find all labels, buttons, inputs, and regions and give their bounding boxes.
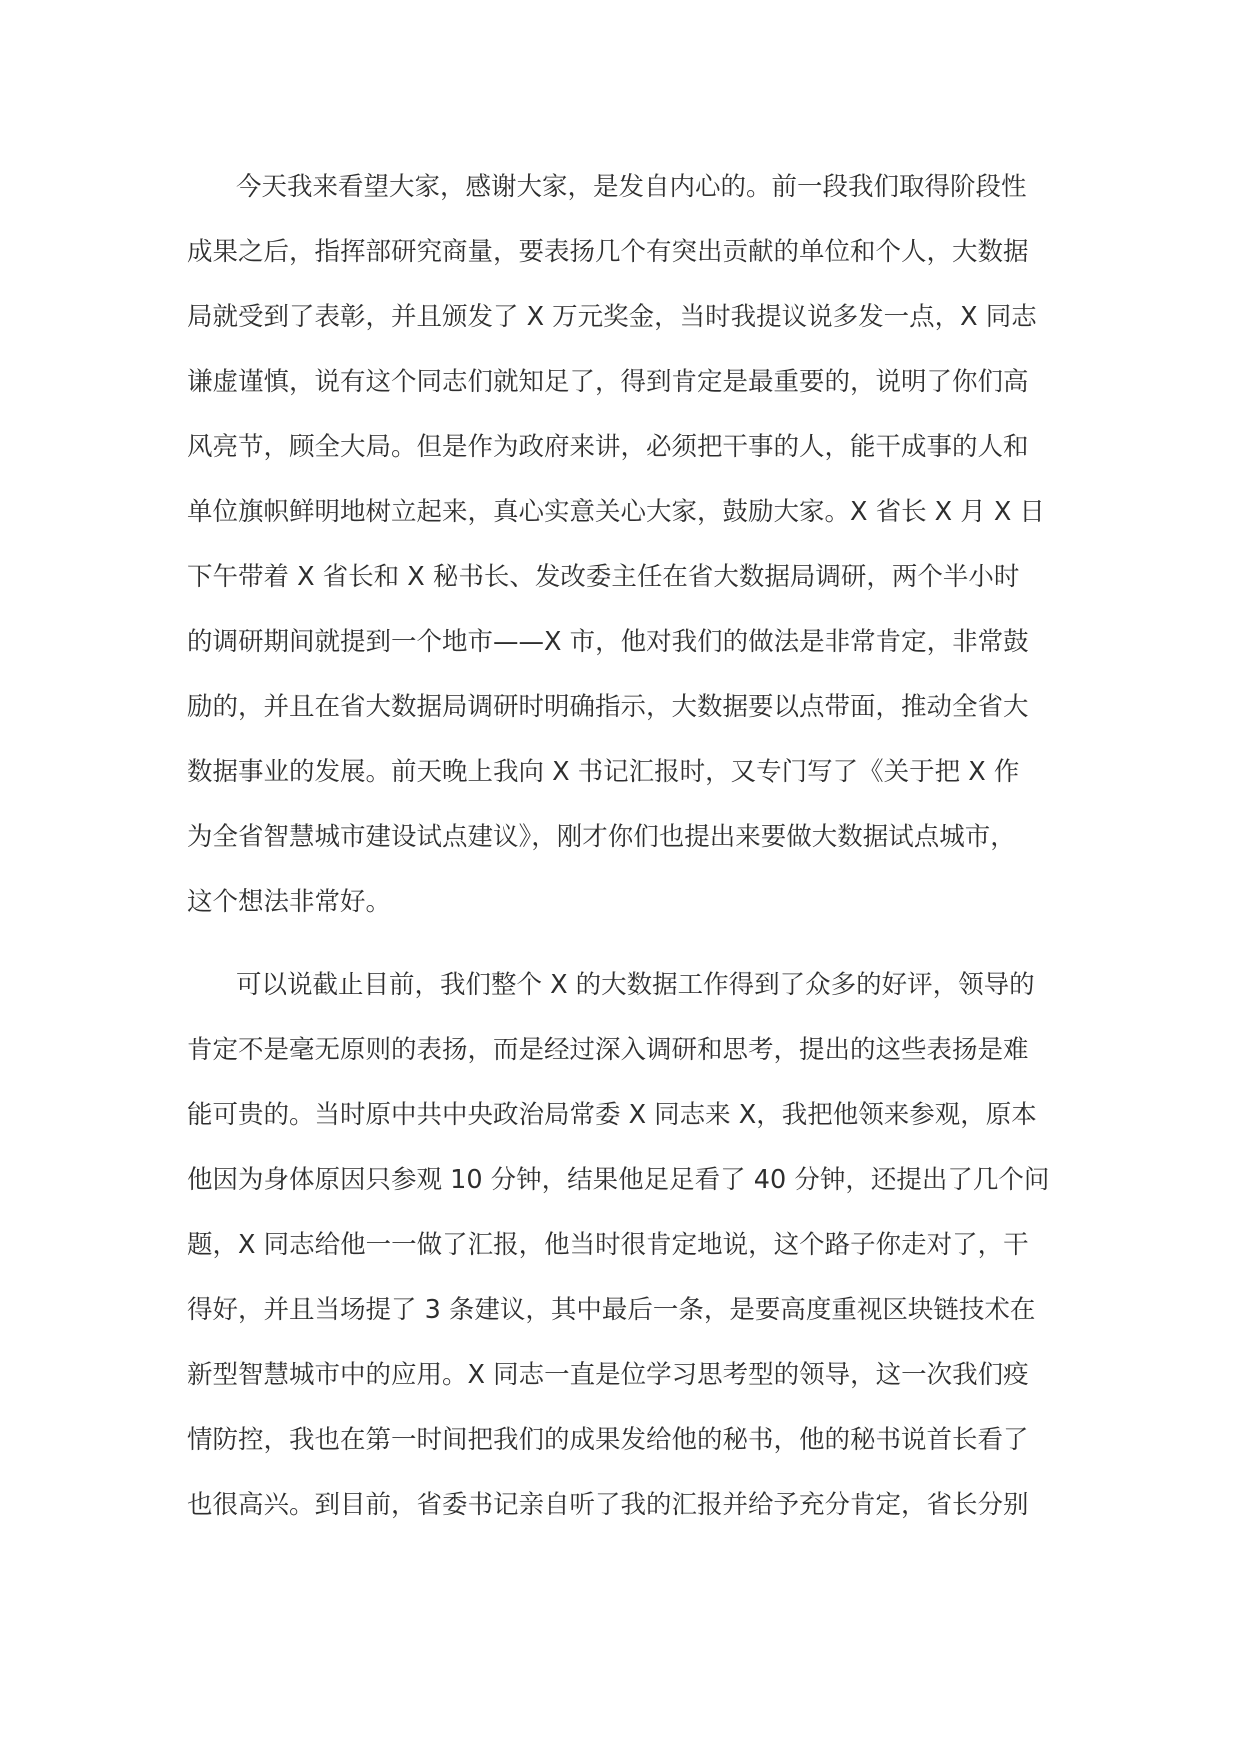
paragraph-spacer [187,952,1055,970]
text-line: 励的，并且在省大数据局调研时明确指示，大数据要以点带面，推动全省大 [187,692,1029,722]
text-line: 单位旗帜鲜明地树立起来，真心实意关心大家，鼓励大家。X 省长 X 月 X 日 [187,497,1045,527]
text-line: 成果之后，指挥部研究商量，要表扬几个有突出贡献的单位和个人，大数据 [187,237,1029,267]
text-line: 情防控，我也在第一时间把我们的成果发给他的秘书，他的秘书说首长看了 [187,1425,1029,1455]
text-line: 题，X 同志给他一一做了汇报，他当时很肯定地说，这个路子你走对了，干 [187,1230,1029,1260]
text-line: 能可贵的。当时原中共中央政治局常委 X 同志来 X，我把他领来参观，原本 [187,1100,1037,1130]
text-line: 下午带着 X 省长和 X 秘书长、发改委主任在省大数据局调研，两个半小时 [187,562,1020,592]
text-line: 也很高兴。到目前，省委书记亲自听了我的汇报并给予充分肯定，省长分别 [187,1490,1029,1520]
text-line: 谦虚谨慎，说有这个同志们就知足了，得到肯定是最重要的，说明了你们高 [187,367,1029,397]
text-line: 可以说截止目前，我们整个 X 的大数据工作得到了众多的好评，领导的 [236,970,1035,1000]
text-line: 的调研期间就提到一个地市——X 市，他对我们的做法是非常肯定，非常鼓 [187,627,1029,657]
text-line: 肯定不是毫无原则的表扬，而是经过深入调研和思考，提出的这些表扬是难 [187,1035,1029,1065]
text-line: 今天我来看望大家，感谢大家，是发自内心的。前一段我们取得阶段性 [236,172,1027,202]
paragraph-1 [187,172,1055,952]
text-line: 得好，并且当场提了 3 条建议，其中最后一条，是要高度重视区块链技术在 [187,1295,1036,1325]
text-line: 新型智慧城市中的应用。X 同志一直是位学习思考型的领导，这一次我们疫 [187,1360,1029,1390]
text-line: 这个想法非常好。 [187,887,392,917]
text-line: 风亮节，顾全大局。但是作为政府来讲，必须把干事的人，能干成事的人和 [187,432,1029,462]
paragraph-2 [187,970,1055,1555]
document-body [187,172,1055,1555]
text-line: 局就受到了表彰，并且颁发了 X 万元奖金，当时我提议说多发一点，X 同志 [187,302,1037,332]
text-line: 为全省智慧城市建设试点建议》，刚才你们也提出来要做大数据试点城市， [187,822,1016,852]
text-line: 他因为身体原因只参观 10 分钟，结果他足足看了 40 分钟，还提出了几个问 [187,1165,1050,1195]
text-line: 数据事业的发展。前天晚上我向 X 书记汇报时，又专门写了《关于把 X 作 [187,757,1020,787]
